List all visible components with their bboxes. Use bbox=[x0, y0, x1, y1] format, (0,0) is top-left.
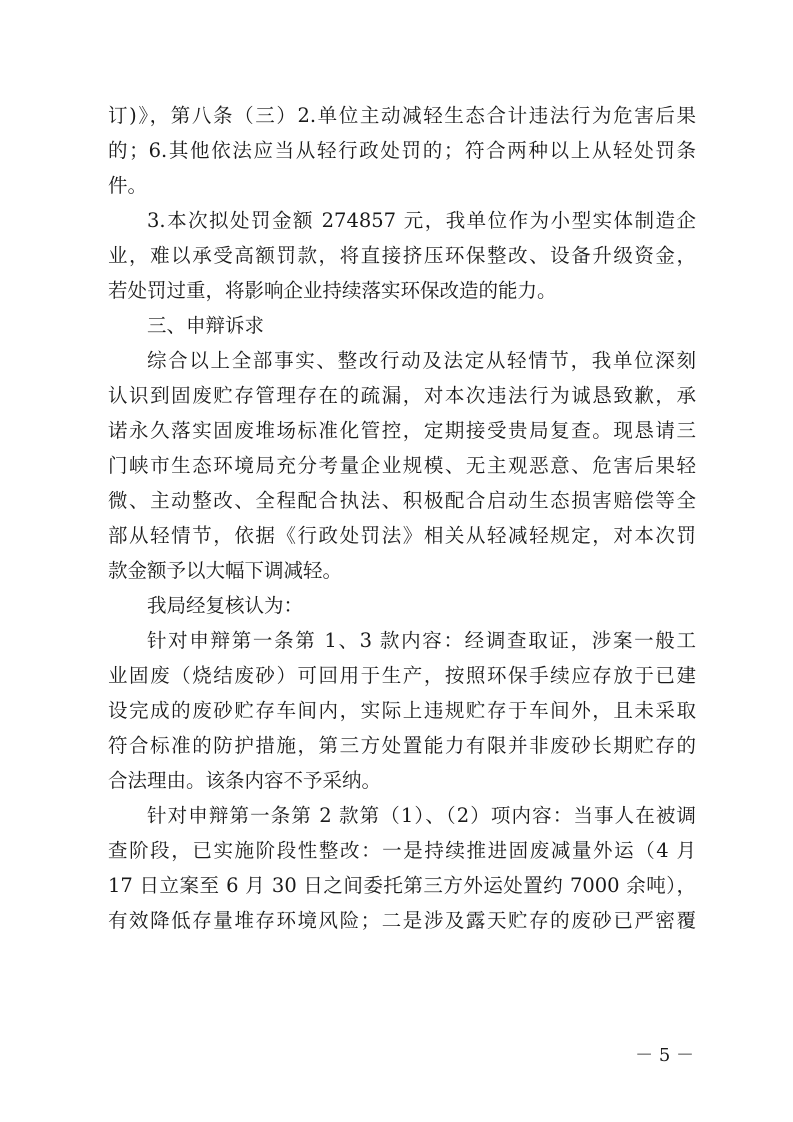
text-line: 3.本次拟处罚金额 274857 元，我单位作为小型实体制造企 bbox=[147, 209, 696, 232]
text-line: 业，难以承受高额罚款，将直接挤压环保整改、设备升级资金， bbox=[108, 244, 696, 267]
text-line: 门峡市生态环境局充分考量企业规模、无主观恶意、危害后果轻 bbox=[108, 454, 696, 477]
text-line: 部从轻情节，依据《行政处罚法》相关从轻减轻规定，对本次罚 bbox=[108, 524, 696, 547]
text-line: 针对申辩第一条第 2 款第（1）、（2）项内容：当事人在被调 bbox=[147, 804, 696, 827]
text-line: 若处罚过重，将影响企业持续落实环保改造的能力。 bbox=[108, 279, 557, 302]
document-body bbox=[108, 98, 696, 938]
text-line: 款金额予以大幅下调减轻。 bbox=[108, 559, 343, 582]
text-line: 设完成的废砂贮存车间内，实际上违规贮存于车间外，且未采取 bbox=[108, 699, 696, 722]
text-line: 有效降低存量堆存环境风险；二是涉及露天贮存的废砂已严密覆 bbox=[108, 909, 696, 932]
text-line: 综合以上全部事实、整改行动及法定从轻情节，我单位深刻 bbox=[147, 349, 696, 372]
text-line: 我局经复核认为： bbox=[147, 594, 304, 617]
text-line: 符合标准的防护措施，第三方处置能力有限并非废砂长期贮存的 bbox=[108, 734, 696, 757]
text-line: 合法理由。该条内容不予采纳。 bbox=[108, 769, 382, 792]
text-line: 查阶段，已实施阶段性整改：一是持续推进固废减量外运（4 月 bbox=[108, 839, 696, 862]
text-line: 认识到固废贮存管理存在的疏漏，对本次违法行为诚恳致歉，承 bbox=[108, 384, 696, 407]
text-line: 诺永久落实固废堆场标准化管控，定期接受贵局复查。现恳请三 bbox=[108, 419, 696, 442]
text-line: 件。 bbox=[108, 174, 148, 197]
text-line: 针对申辩第一条第 1、3 款内容：经调查取证，涉案一般工 bbox=[147, 629, 696, 652]
text-line: 订)》，第八条（三）2.单位主动减轻生态合计违法行为危害后果 bbox=[108, 104, 696, 127]
text-line: 17 日立案至 6 月 30 日之间委托第三方外运处置约 7000 余吨）， bbox=[108, 874, 696, 897]
text-line: 业固废（烧结废砂）可回用于生产，按照环保手续应存放于已建 bbox=[108, 664, 696, 687]
page-number: － 5 － bbox=[635, 1045, 694, 1066]
section-heading: 三、申辩诉求 bbox=[147, 314, 265, 337]
text-line: 的；6.其他依法应当从轻行政处罚的；符合两种以上从轻处罚条 bbox=[108, 139, 696, 162]
text-line: 微、主动整改、全程配合执法、积极配合启动生态损害赔偿等全 bbox=[108, 489, 696, 512]
